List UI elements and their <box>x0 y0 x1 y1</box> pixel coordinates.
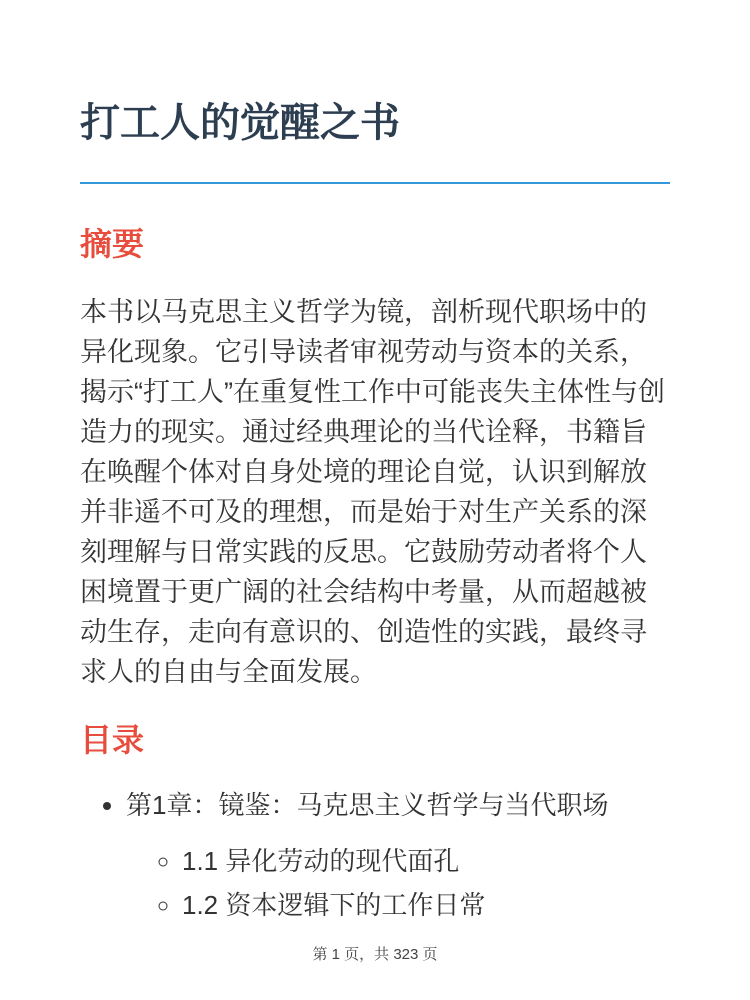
abstract-paragraph: 本书以马克思主义哲学为镜，剖析现代职场中的异化现象。它引导读者审视劳动与资本的关系，揭示“打工人”在重复性工作中可能丧失主体性与创造力的现实。通过经典理论的当代诠释，书籍旨在唤醒个体对自身处境的理论自觉，认识到解放并非遥不可及的理想，而是始于对生产关系的深刻理解与日常实践的反思。它鼓励劳动者将个人困境置于更广阔的社会结构中考量，从而超越被动生存，走向有意识的、创造性的实践，最终寻求人的自由与全面发展。 <box>80 296 665 687</box>
toc-section-item: ◦ 1.2 资本逻辑下的工作日常 <box>182 885 670 925</box>
toc-chapter-label: 第1章：镜鉴：马克思主义哲学与当代职场 <box>126 790 609 821</box>
toc-heading: 目录 <box>80 721 145 758</box>
toc-list <box>80 785 670 925</box>
page-title: 打工人的觉醒之书 <box>80 101 400 145</box>
abstract-heading: 摘要 <box>80 226 145 262</box>
title-divider <box>80 182 670 184</box>
page-footer: 第 1 页，共 323 页 <box>312 946 438 963</box>
toc-chapter-item <box>126 785 670 925</box>
toc-section-list <box>126 841 670 925</box>
toc-section-item: ◦ 1.1 异化劳动的现代面孔 <box>182 841 670 881</box>
